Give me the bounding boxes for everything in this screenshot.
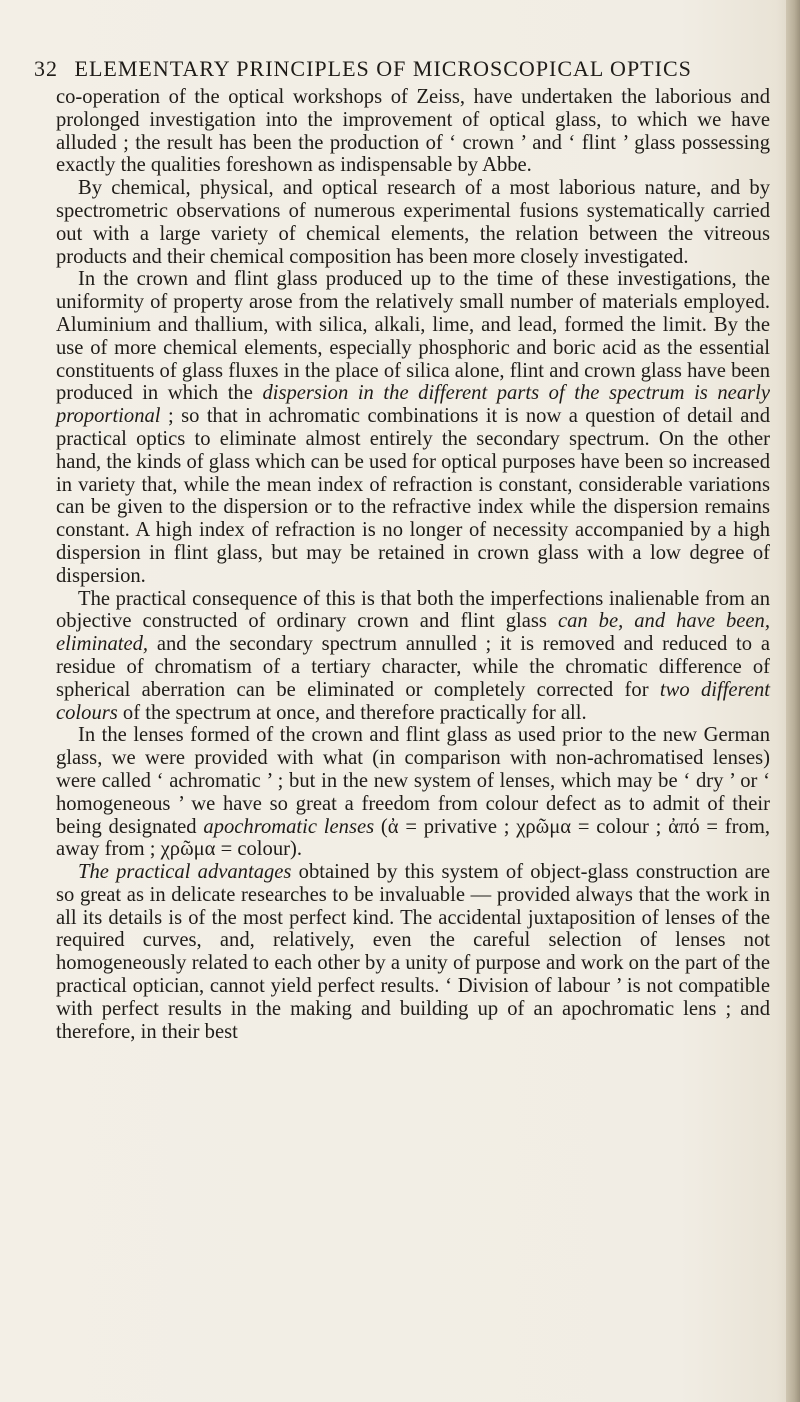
- text-run: ; so that in achromatic combinations it is now a question of detail and practical optics to eliminate almost entirely the secondary spectrum. On the other hand, the kinds of glass which can be used for optical purposes have been so increased in variety that, while the mean index of refraction is constant, considerable variations can be given to the dispersion or to the refractive index while the dispersion remains constant. A high index of refraction is no longer of necessity accompanied by a high dispersion in flint glass, but may be retained in crown glass with a low degree of dispersion.: [56, 405, 770, 587]
- paragraph: [56, 861, 770, 1043]
- body-text: [56, 86, 770, 1043]
- text-run: The practical consequence of this is that both the imperfections inalienable from an objective constructed of ordinary crown and flint glass: [56, 587, 770, 633]
- text-run: obtained by this system of object-glass construction are so great as in delicate researches to be invaluable — provided always that the work in all its details is of the most perfect kind. The accidental juxtaposition of lenses of the required curves, and, relatively, even the careful selection of lenses not homogeneously related to each other by a unity of purpose and work on the part of the practical optician, cannot yield perfect results. ‘ Division of labour ’ is not compatible with perfect results in the making and building up of an apochromatic lens ; and therefore, in their best: [56, 861, 770, 1043]
- text-run: and the secondary spectrum annulled ; it is removed and reduced to a residue of chromatism of a tertiary character, while the chromatic difference of spherical aberration can be eliminated or completely corrected for: [56, 633, 770, 701]
- text-run: (ἀ = privative ; χρῶμα = colour ; ἀπό = from, away from ; χρῶμα = colour).: [56, 815, 770, 861]
- text-run: co-operation of the optical workshops of Zeiss, have undertaken the laborious and prolonged investigation into the improvement of optical glass, to which we have alluded ; the result has been the production of ‘ crown ’ and ‘ flint ’ glass possessing exactly the qualities foreshown as indispensable by Abbe.: [56, 86, 770, 177]
- page-number: 32: [34, 56, 58, 81]
- italic-text: apochromatic lenses: [203, 815, 375, 838]
- running-header: [34, 56, 754, 82]
- text-run: In the crown and flint glass produced up to the time of these investigations, the uniformity of property arose from the relatively small number of materials employed. Aluminium and thallium, with silica, alkali, lime, and lead, formed the limit. By the use of more chemical elements, especially phosphoric and boric acid as the essential constituents of glass fluxes in the place of silica alone, flint and crown glass have been produced in which the: [56, 268, 770, 405]
- italic-text: The practical advantages: [78, 861, 292, 884]
- paragraph: [56, 588, 770, 725]
- text-run: In the lenses formed of the crown and flint glass as used prior to the new German glass, we were provided with what (in comparison with non-achromatised lenses) were called ‘ achromatic ’ ; but in the new system of lenses, which may be ‘ dry ’ or ‘ homogeneous ’ we have so great a freedom from colour defect as to admit of their being designated: [56, 724, 770, 838]
- text-run: of the spectrum at once, and therefore practically for all.: [117, 701, 587, 724]
- page-edge: [786, 0, 800, 1402]
- italic-text: can be, and have been, eliminated,: [56, 610, 770, 656]
- paragraph: [56, 177, 770, 268]
- italic-text: two different colours: [56, 678, 770, 724]
- paragraph: [56, 724, 770, 861]
- running-title: ELEMENTARY PRINCIPLES OF MICROSCOPICAL OPTICS: [74, 56, 692, 81]
- paragraph: [56, 268, 770, 587]
- italic-text: dispersion in the different parts of the spectrum is nearly proportional: [56, 382, 770, 428]
- text-run: By chemical, physical, and optical research of a most laborious nature, and by spectrometric observations of numerous experimental fusions systematically carried out with a large variety of chemical elements, the relation between the vitreous products and their chemical composition has been more closely investigated.: [56, 177, 770, 268]
- paragraph: [56, 86, 770, 177]
